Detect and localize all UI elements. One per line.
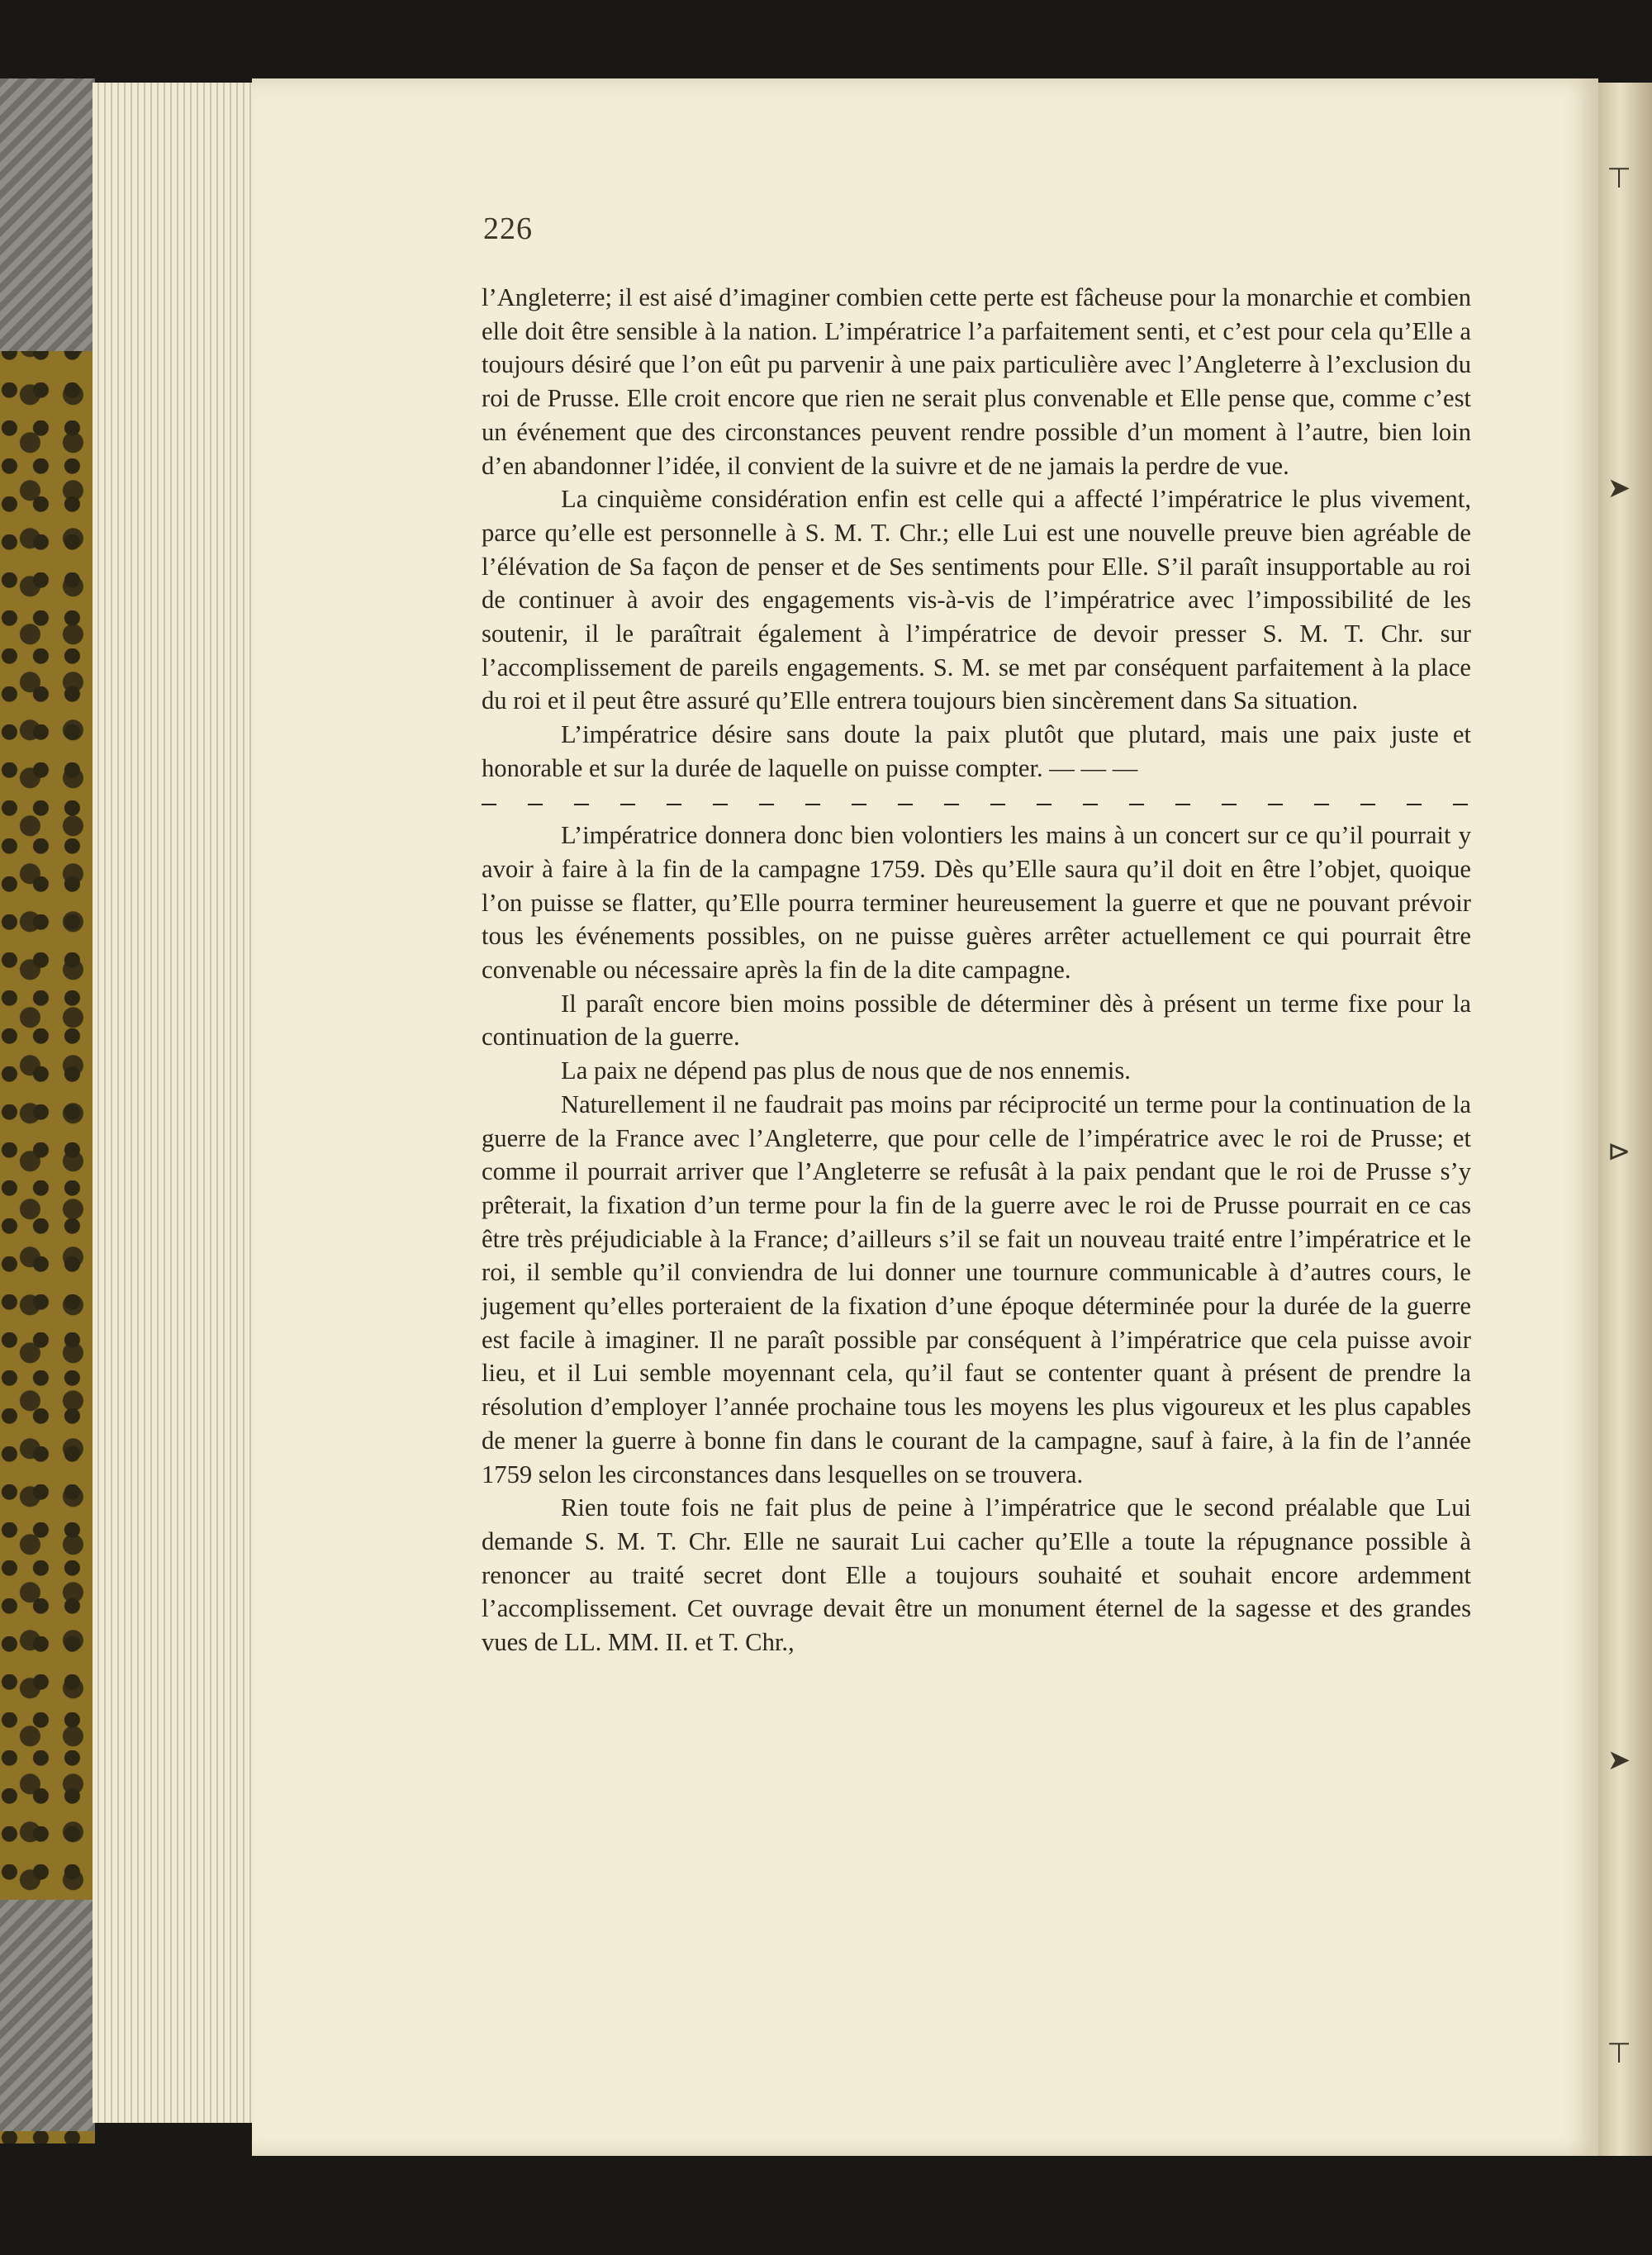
page-tab-mark: ➤ <box>1607 473 1631 504</box>
paragraph: La cinquième considération enfin est celle qui a affecté l’impératrice le plus vivement, parce qu’elle est personnelle à S. M. T. Chr.; elle Lui est une nouvelle preuve bien agréable de l’élévation de Sa façon de penser et de Ses sentiments pour Elle. S’il paraît insupportable au roi de continuer à avoir des engagements vis-à-vis de l’impératrice avec l’impossibilité de les soutenir, il le paraîtrait également à l’impératrice de devoir presser S. M. T. Chr. sur l’accomplissement de pareils engagements. S. M. se met par conséquent parfaitement à la place du roi et il peut être assuré qu’Elle entrera toujours bien sincèrement dans Sa situation. <box>482 485 1471 715</box>
page-tab-mark: ⊤ <box>1607 2039 1631 2069</box>
page-number: 226 <box>483 211 533 246</box>
paragraph: Naturellement il ne faudrait pas moins par réciprocité un terme pour la continuation de la guerre de la France avec l’Angleterre, que pour celle de l’impératrice avec le roi de Prusse; et comme il pourrait arriver que l’Angleterre se refusât à la paix pendant que le roi de Prusse s’y prêterait, la fixation d’un terme pour la fin de la guerre avec le roi de Prusse pourrait en ce cas être très préjudiciable à la France; d’ailleurs s’il se fait un nouveau traité entre l’impératrice et le roi, il semble qu’il conviendra de lui donner une tournure communicable à d’autres cours, le jugement qu’elles porteraient de la fixation d’une époque déterminée pour la durée de la guerre est facile à imaginer. Il ne paraît possible par conséquent à l’impératrice que cela puisse avoir lieu, et il Lui semble moyennant cela, qu’il faut se contenter quant à présent de prendre la résolution d’employer l’année prochaine tous les moyens les plus vigoureux et les plus capables de mener la guerre à bonne fin dans le courant de la campagne, sauf à faire, à la fin de l’année 1759 selon les circonstances dans lesquelles on se trouvera. <box>482 1090 1471 1488</box>
page-tab-mark: ⊳ <box>1607 1137 1631 1167</box>
dash-separator <box>482 786 1471 819</box>
page-tab-mark: ➤ <box>1607 1745 1631 1776</box>
paragraph: Il paraît encore bien moins possible de déterminer dès à présent un terme fixe pour la continuation de la guerre. <box>482 989 1471 1052</box>
binding-cloth-top <box>0 78 95 351</box>
page-edges <box>93 83 258 2123</box>
page-tab-mark: ⊤ <box>1607 164 1631 194</box>
paragraph: l’Angleterre; il est aisé d’imaginer combien cette perte est fâcheuse pour la monarchie et combien elle doit être sensible à la nation. L’impératrice l’a parfaitement senti, et c’est pour cela qu’Elle a toujours désiré que l’on eût pu parvenir à une paix particulière avec l’Angleterre à l’exclusion du roi de Prusse. Elle croit encore que rien ne serait plus convenable et Elle pense que, comme c’est un événement que des circonstances peuvent rendre possible d’un moment à l’autre, bien loin d’en abandonner l’idée, il convient de la suivre et de ne jamais la perdre de vue. <box>482 283 1471 480</box>
book-binding <box>0 78 95 2143</box>
paragraph: La paix ne dépend pas plus de nous que de nos ennemis. <box>561 1056 1131 1085</box>
body-text <box>482 281 1471 1659</box>
paragraph: L’impératrice donnera donc bien volontiers les mains à un concert sur ce qu’il pourrait y avoir à faire à la fin de la campagne 1759. Dès qu’Elle saura qu’il doit en être l’objet, quoique l’on puisse se flatter, qu’Elle pourra terminer heureusement la guerre et que ne pouvant prévoir tous les événements possibles, on ne puisse guères arrêter actuellement ce qui pourrait être convenable ou nécessaire après la fin de la dite campagne. <box>482 821 1471 985</box>
paragraph: L’impératrice désire sans doute la paix plutôt que plutard, mais une paix juste et honorable et sur la durée de laquelle on puisse compter. — — — <box>482 720 1471 782</box>
binding-cloth-bottom <box>0 1900 95 2131</box>
facing-page-edge <box>1598 83 1652 2156</box>
paragraph: Rien toute fois ne fait plus de peine à l’impératrice que le second préalable que Lui demande S. M. T. Chr. Elle ne saurait Lui cacher qu’Elle a toute la répugnance possible à renoncer au traité secret dont Elle a toujours souhaité et souhait encore ardemment l’accomplissement. Cet ouvrage devait être un monument éternel de la sagesse et des grandes vues de LL. MM. II. et T. Chr., <box>482 1493 1471 1657</box>
